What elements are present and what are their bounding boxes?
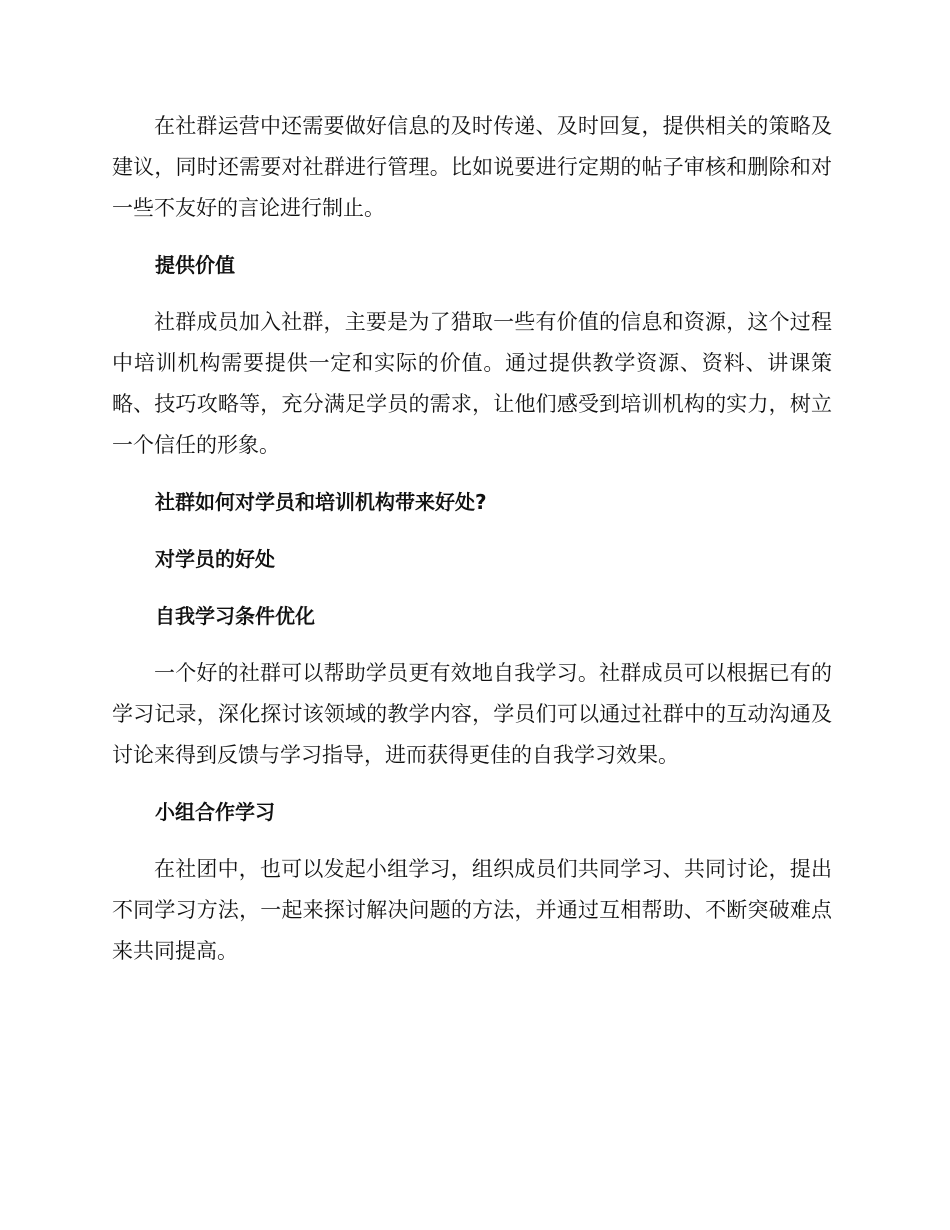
paragraph-self-learning: 一个好的社群可以帮助学员更有效地自我学习。社群成员可以根据已有的学习记录，深化探讨该领域的教学内容，学员们可以通过社群中的互动沟通及讨论来得到反馈与学习指导，进而获得更佳的自我学习效果。: [112, 661, 832, 767]
paragraph-community-management: 在社群运营中还需要做好信息的及时传递、及时回复，提供相关的策略及建议，同时还需要对社群进行管理。比如说要进行定期的帖子审核和删除和对一些不友好的言论进行制止。: [112, 114, 832, 220]
paragraph-group-learning: 在社团中，也可以发起小组学习，组织成员们共同学习、共同讨论，提出不同学习方法，一起来探讨解决问题的方法，并通过互相帮助、不断突破难点来共同提高。: [112, 857, 832, 963]
heading-provide-value: 提供价值: [155, 253, 235, 277]
heading-group-learning: 小组合作学习: [155, 800, 275, 824]
document-body: [112, 106, 832, 988]
heading-community-benefits: 社群如何对学员和培训机构带来好处?: [155, 490, 487, 514]
heading-self-learning: 自我学习条件优化: [155, 604, 315, 628]
paragraph-provide-value: 社群成员加入社群，主要是为了猎取一些有价值的信息和资源，这个过程中培训机构需要提供一定和实际的价值。通过提供教学资源、资料、讲课策略、技巧攻略等，充分满足学员的需求，让他们感受到培训机构的实力，树立一个信任的形象。: [112, 310, 832, 457]
heading-benefits-for-students: 对学员的好处: [155, 547, 275, 571]
